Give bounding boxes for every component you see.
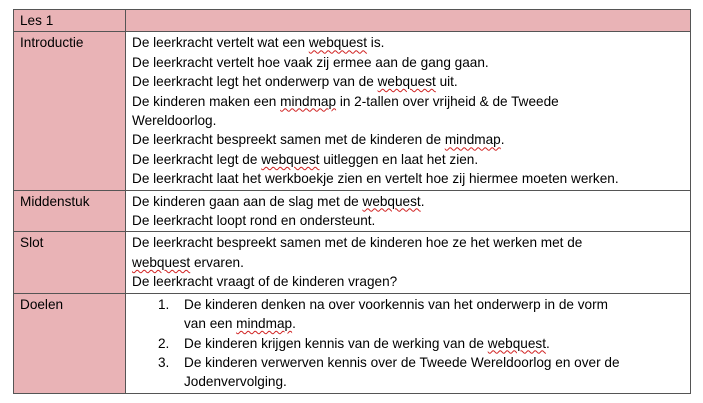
text-segment: De kinderen krijgen kennis van de werking van de	[184, 335, 488, 351]
text-segment: uitleggen en laat het zien.	[319, 151, 479, 167]
spellcheck-word: mindmap	[236, 316, 293, 332]
text-segment: De kinderen verwerven kennis over de Tweede Wereldoorlog en over de	[184, 354, 620, 370]
text-segment: De leerkracht vraagt of de kinderen vragen?	[132, 274, 398, 290]
text-segment: De leerkracht bespreekt samen met de kinderen de	[132, 132, 445, 148]
spellcheck-word: webquest	[487, 335, 546, 351]
text-segment: De kinderen maken een	[132, 93, 281, 109]
text-segment: .	[292, 316, 296, 332]
goal-item	[158, 295, 684, 334]
label-slot: Slot	[14, 232, 126, 293]
content-middenstuk	[126, 190, 691, 232]
spellcheck-word: webquest	[362, 193, 421, 209]
row-middenstuk	[14, 190, 691, 232]
text-line	[132, 169, 684, 188]
spellcheck-word: webquest	[377, 74, 436, 90]
text-line	[132, 53, 684, 72]
text-segment: in 2-tallen over vrijheid & de Tweede	[336, 93, 559, 109]
row-introductie	[14, 32, 691, 190]
text-line	[184, 295, 684, 314]
text-line	[132, 150, 684, 169]
spellcheck-word: mindmap	[444, 132, 501, 148]
spellcheck-word: webquest	[308, 35, 368, 51]
goal-number: 3.	[158, 354, 170, 370]
text-segment: .	[545, 335, 550, 351]
text-segment: Jodenvervolging.	[184, 374, 287, 390]
text-segment: .	[420, 193, 425, 209]
text-segment: De kinderen gaan aan de slag met de	[132, 193, 363, 209]
text-line	[132, 272, 684, 291]
text-segment: De kinderen denken na over voorkennis van het onderwerp in de vorm	[184, 296, 608, 312]
text-line	[132, 72, 684, 91]
text-line	[184, 353, 684, 372]
spellcheck-word: mindmap	[280, 93, 337, 109]
text-segment: is.	[367, 35, 385, 51]
text-line	[132, 92, 684, 111]
text-line	[132, 192, 684, 211]
text-line	[132, 130, 684, 149]
text-segment: ervaren.	[190, 254, 244, 270]
row-slot	[14, 232, 691, 293]
text-segment: uit.	[435, 74, 458, 90]
text-line	[184, 314, 684, 333]
text-line	[132, 211, 684, 230]
text-segment: De leerkracht bespreekt samen met de kinderen hoe ze het werken met de	[132, 235, 583, 251]
goal-item	[158, 334, 684, 353]
text-segment: Wereldoorlog.	[132, 113, 217, 129]
content-slot	[126, 232, 691, 293]
goal-number: 1.	[158, 296, 170, 312]
text-line	[184, 372, 684, 391]
lesson-plan-table	[13, 9, 691, 394]
text-segment: van een	[184, 316, 237, 332]
text-segment: .	[500, 132, 505, 148]
text-line	[132, 253, 684, 272]
text-line	[184, 334, 684, 353]
text-segment: De leerkracht laat het werkboekje zien en vertelt hoe zij hiermee moeten werken.	[132, 171, 619, 187]
goals-list	[132, 295, 684, 392]
lesson-number-cell: Les 1	[14, 10, 126, 32]
header-empty-cell	[126, 10, 691, 32]
label-middenstuk: Middenstuk	[14, 190, 126, 232]
content-doelen	[126, 293, 691, 393]
text-segment: De leerkracht vertelt hoe vaak zij ermee aan de gang gaan.	[132, 54, 489, 70]
goal-item	[158, 353, 684, 392]
text-line	[132, 111, 684, 130]
row-doelen	[14, 293, 691, 393]
spellcheck-word: webquest	[261, 151, 320, 167]
label-introductie: Introductie	[14, 32, 126, 190]
goal-number: 2.	[158, 335, 170, 351]
text-segment: De leerkracht legt het onderwerp van de	[132, 74, 378, 90]
text-line	[132, 233, 684, 252]
text-segment: De leerkracht loopt rond en ondersteunt.	[132, 213, 376, 229]
label-doelen: Doelen	[14, 293, 126, 393]
content-introductie	[126, 32, 691, 190]
spellcheck-word: webquest	[132, 254, 191, 270]
text-segment: De leerkracht legt de	[132, 151, 262, 167]
table-header-row	[14, 10, 691, 32]
text-segment: De leerkracht vertelt wat een	[132, 35, 309, 51]
text-line	[132, 33, 684, 52]
